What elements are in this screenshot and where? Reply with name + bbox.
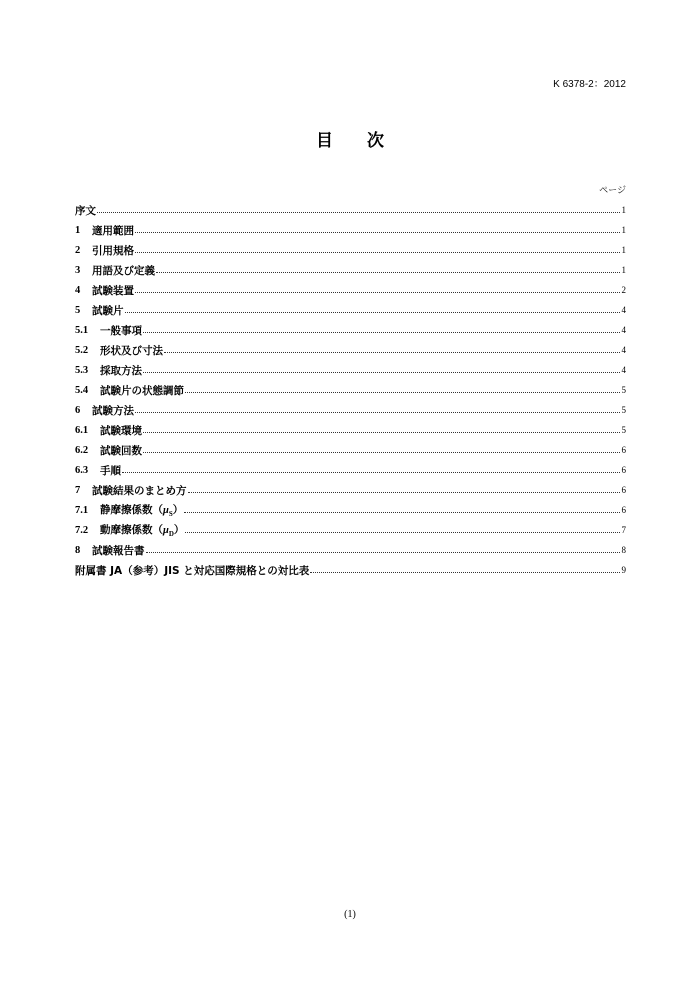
toc-entry-label xyxy=(92,403,134,418)
toc-entry-label xyxy=(92,263,155,278)
toc-entry-label xyxy=(92,283,134,298)
toc-entry[interactable] xyxy=(75,260,626,280)
toc-dot-leader xyxy=(122,471,620,473)
toc-entry-page: 1 xyxy=(621,265,626,275)
toc-entry-label-text: 試験装置 xyxy=(92,284,134,297)
toc-entry-label-text: 採取方法 xyxy=(100,364,142,377)
toc-entry-label-text: 手順 xyxy=(100,464,121,477)
toc-entry-symbol: μ xyxy=(163,504,169,516)
toc-entry-label xyxy=(75,203,96,218)
toc-entry-number: 7.2 xyxy=(75,524,89,536)
toc-entry-page: 4 xyxy=(621,365,626,375)
toc-entry-label xyxy=(100,363,142,378)
toc-title: 目 次 xyxy=(316,131,398,151)
toc-entry-number: 1 xyxy=(75,224,81,236)
toc-entry[interactable] xyxy=(75,420,626,440)
toc-entry-label xyxy=(100,522,184,538)
toc-entry[interactable] xyxy=(75,500,626,520)
toc-entry-label-text: 一般事項 xyxy=(100,324,142,337)
toc-entry-number: 5.4 xyxy=(75,384,89,396)
toc-entry-page: 6 xyxy=(621,445,626,455)
toc-entry[interactable] xyxy=(75,300,626,320)
toc-entry[interactable] xyxy=(75,220,626,240)
toc-entry-label xyxy=(92,223,134,238)
toc-entry[interactable] xyxy=(75,440,626,460)
toc-entry-number: 7.1 xyxy=(75,504,89,516)
toc-entry-label-text: 試験片 xyxy=(92,304,124,317)
toc-entry-page: 5 xyxy=(621,405,626,415)
document-code: K 6378-2：2012 xyxy=(553,79,626,90)
toc-dot-leader xyxy=(164,351,620,353)
toc-entry-page: 7 xyxy=(621,525,626,535)
toc-entry-page: 1 xyxy=(621,225,626,235)
toc-entry-label xyxy=(92,543,145,558)
toc-entry-label xyxy=(92,243,134,258)
toc-dot-leader xyxy=(188,491,621,493)
toc-dot-leader xyxy=(135,411,620,413)
toc-entry-label xyxy=(100,343,163,358)
toc-entry[interactable] xyxy=(75,480,626,500)
toc-entry[interactable] xyxy=(75,340,626,360)
toc-entry-page: 4 xyxy=(621,345,626,355)
toc-dot-leader xyxy=(135,291,620,293)
toc-dot-leader xyxy=(143,431,620,433)
toc-entry-label-text: 序文 xyxy=(75,204,96,217)
toc-entry-label xyxy=(75,563,309,578)
toc-entry-number: 6.3 xyxy=(75,464,89,476)
toc-dot-leader xyxy=(310,571,620,573)
toc-entry-number: 5.1 xyxy=(75,324,89,336)
page-column-label: ページ xyxy=(599,186,626,196)
toc-entry-label xyxy=(100,383,184,398)
toc-entry-label xyxy=(100,423,142,438)
toc-dot-leader xyxy=(135,231,620,233)
toc-entry[interactable] xyxy=(75,400,626,420)
toc-entry-page: 6 xyxy=(621,465,626,475)
toc-entry-symbol-subscript: D xyxy=(168,530,174,539)
toc-dot-leader xyxy=(156,271,620,273)
toc-entry[interactable] xyxy=(75,240,626,260)
toc-dot-leader xyxy=(185,391,620,393)
toc-entry-label-text: 試験環境 xyxy=(100,424,142,437)
toc-entry-label xyxy=(100,502,183,518)
toc-entry-label xyxy=(92,483,187,498)
toc-entry-number: 7 xyxy=(75,484,81,496)
toc-entry-number: 4 xyxy=(75,284,81,296)
toc-entry-label xyxy=(100,463,121,478)
toc-entry-page: 4 xyxy=(621,305,626,315)
toc-entry-label-text: 引用規格 xyxy=(92,244,134,257)
toc-entry-page: 1 xyxy=(621,205,626,215)
page-number: (1) xyxy=(344,909,356,920)
toc-entry-number: 2 xyxy=(75,244,81,256)
toc-dot-leader xyxy=(143,451,620,453)
toc-entry-page: 2 xyxy=(621,285,626,295)
toc-entry-page: 8 xyxy=(621,545,626,555)
toc-dot-leader xyxy=(135,251,620,253)
toc-entry-number: 5 xyxy=(75,304,81,316)
toc-entry-label-text: 試験結果のまとめ方 xyxy=(92,484,187,497)
toc-entry[interactable] xyxy=(75,520,626,540)
toc-entry-symbol: μ xyxy=(163,524,169,536)
toc-entry-label-text: 試験片の状態調節 xyxy=(100,384,184,397)
toc-entry[interactable] xyxy=(75,540,626,560)
toc-dot-leader xyxy=(143,371,620,373)
toc-entry-label-text: 動摩擦係数（ xyxy=(100,523,163,536)
toc-entry-label-text: 試験報告書 xyxy=(92,544,145,557)
toc-entry-label-text: 試験回数 xyxy=(100,444,142,457)
toc-entry-label-text: 静摩擦係数（ xyxy=(100,503,163,516)
toc-entry-page: 9 xyxy=(621,565,626,575)
toc-entry-page: 4 xyxy=(621,325,626,335)
toc-entry-page: 5 xyxy=(621,425,626,435)
toc-dot-leader xyxy=(185,531,620,533)
toc-entry-label-text: 適用範囲 xyxy=(92,224,134,237)
toc-entry-number: 3 xyxy=(75,264,81,276)
toc-entry-number: 5.2 xyxy=(75,344,89,356)
toc-dot-leader xyxy=(97,211,620,213)
toc-dot-leader xyxy=(146,551,621,553)
toc-entry[interactable] xyxy=(75,380,626,400)
toc-entry-symbol-subscript: S xyxy=(168,510,173,519)
table-of-contents xyxy=(75,200,626,580)
toc-entry[interactable] xyxy=(75,280,626,300)
toc-entry-number: 6.2 xyxy=(75,444,89,456)
toc-entry-label-text: 用語及び定義 xyxy=(92,264,155,277)
toc-entry-number: 6.1 xyxy=(75,424,89,436)
toc-entry-label xyxy=(100,323,142,338)
toc-entry[interactable] xyxy=(75,360,626,380)
toc-entry-label xyxy=(92,303,124,318)
toc-dot-leader xyxy=(184,511,620,513)
toc-entry[interactable] xyxy=(75,560,626,580)
toc-entry-label-end: ） xyxy=(173,523,185,536)
toc-entry-label-text: 試験方法 xyxy=(92,404,134,417)
toc-dot-leader xyxy=(143,331,620,333)
toc-entry-number: 5.3 xyxy=(75,364,89,376)
toc-entry-label-text: 附属書 JA（参考）JIS と対応国際規格との対比表 xyxy=(75,564,310,577)
toc-entry-label-end: ） xyxy=(172,503,184,516)
toc-entry-label xyxy=(100,443,142,458)
toc-entry-number: 6 xyxy=(75,404,81,416)
toc-entry-page: 1 xyxy=(621,245,626,255)
toc-entry[interactable] xyxy=(75,320,626,340)
toc-dot-leader xyxy=(125,311,621,313)
toc-entry-page: 6 xyxy=(621,505,626,515)
toc-entry-page: 6 xyxy=(621,485,626,495)
toc-entry[interactable] xyxy=(75,200,626,220)
toc-entry-number: 8 xyxy=(75,544,81,556)
toc-entry-page: 5 xyxy=(621,385,626,395)
toc-entry-label-text: 形状及び寸法 xyxy=(100,344,163,357)
toc-entry[interactable] xyxy=(75,460,626,480)
